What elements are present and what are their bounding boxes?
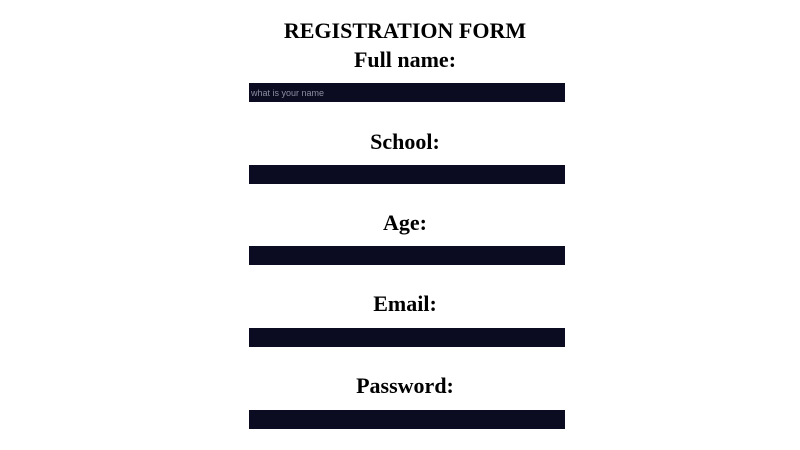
full-name-label: Full name: (353, 47, 457, 72)
age-input[interactable] (249, 246, 565, 265)
email-input[interactable] (249, 328, 565, 347)
password-input[interactable] (249, 410, 565, 429)
password-label: Password: (356, 373, 454, 398)
school-label: School: (370, 129, 440, 154)
age-label: Age: (383, 210, 427, 235)
full-name-input[interactable] (249, 83, 565, 102)
school-input[interactable] (249, 165, 565, 184)
email-label: Email: (373, 291, 437, 316)
form-title: REGISTRATION FORM (283, 18, 527, 43)
